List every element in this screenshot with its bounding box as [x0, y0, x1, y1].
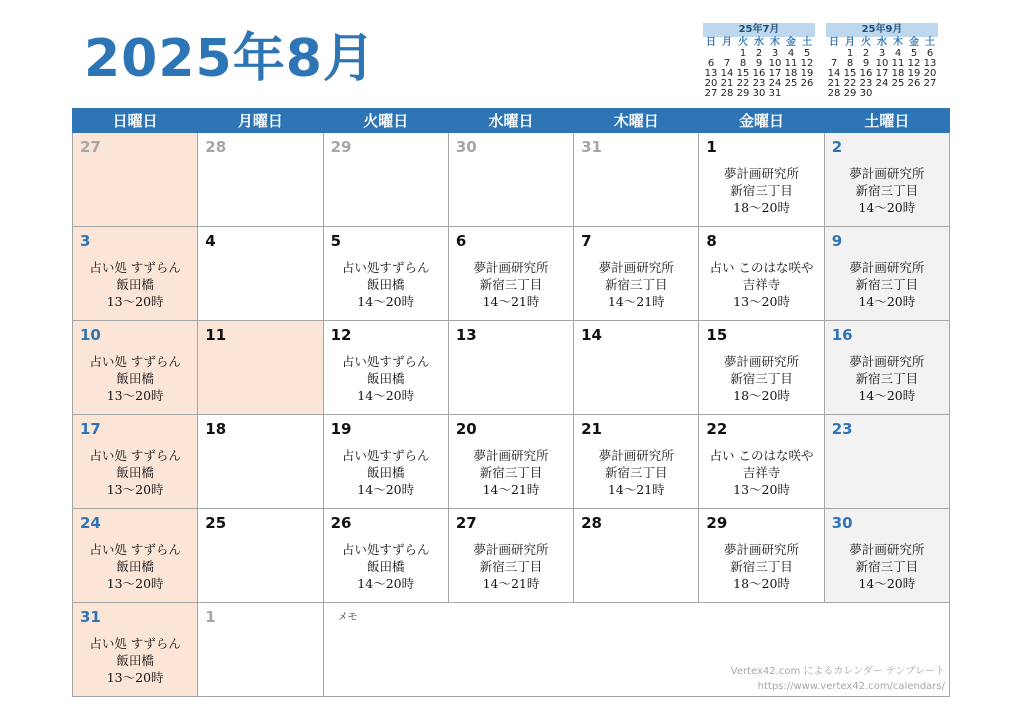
- day-cell[interactable]: [198, 227, 323, 321]
- month-calendar: [72, 108, 950, 697]
- mini-calendar-day: 23: [859, 78, 873, 89]
- day-event: 占い このはな咲や 吉祥寺 13～20時: [709, 260, 814, 309]
- mini-calendar-day: 3: [771, 48, 779, 59]
- mini-calendar-weekday: 水: [877, 37, 887, 48]
- day-number: 17: [80, 420, 101, 438]
- mini-calendar-day: 17: [875, 68, 889, 79]
- day-event: 夢計画研究所 新宿三丁目 14～21時: [598, 260, 674, 309]
- mini-calendar-week: [826, 89, 938, 99]
- weekday-header: 土曜日: [824, 109, 949, 133]
- weekday-header-row: [73, 109, 950, 133]
- mini-calendar-day: 16: [859, 68, 873, 79]
- mini-calendar-day: 30: [859, 88, 873, 99]
- mini-calendar-day: 13: [704, 68, 718, 79]
- mini-calendar-day: 8: [846, 58, 854, 69]
- day-cell[interactable]: [574, 509, 699, 603]
- day-number: 28: [581, 514, 602, 532]
- mini-calendar-day: 2: [862, 48, 870, 59]
- calendar-week-row: [73, 133, 950, 227]
- day-cell[interactable]: [73, 415, 198, 509]
- day-number: 7: [581, 232, 592, 250]
- mini-calendar-week: [826, 79, 938, 89]
- day-number: 3: [80, 232, 91, 250]
- day-number: 1: [706, 138, 717, 156]
- mini-calendar-day: 28: [720, 88, 734, 99]
- day-event: 夢計画研究所 新宿三丁目 14～20時: [849, 542, 925, 591]
- day-number: 10: [80, 326, 101, 344]
- day-cell[interactable]: [824, 321, 949, 415]
- day-event: 占い処すずらん 飯田橋 14～20時: [341, 354, 430, 403]
- day-cell[interactable]: [448, 415, 573, 509]
- mini-calendar-day: 1: [846, 48, 854, 59]
- mini-calendar-day: 20: [704, 78, 718, 89]
- day-number: 9: [831, 232, 843, 250]
- mini-calendar-day: 24: [875, 78, 889, 89]
- mini-calendar-day: 25: [891, 78, 905, 89]
- day-number: 27: [455, 514, 477, 532]
- day-number: 22: [706, 420, 728, 438]
- day-number: 16: [831, 326, 853, 344]
- day-cell[interactable]: [448, 509, 573, 603]
- mini-calendar-grid: [703, 37, 815, 99]
- day-event: 占い処すずらん 飯田橋 14～20時: [341, 542, 430, 591]
- mini-calendar-day: 14: [827, 68, 841, 79]
- day-number: 25: [205, 514, 227, 532]
- mini-calendar-day: 20: [923, 68, 937, 79]
- day-cell[interactable]: [323, 133, 448, 227]
- credit-url[interactable]: https://www.vertex42.com/calendars/: [757, 681, 945, 692]
- mini-calendar-day: 30: [752, 88, 766, 99]
- day-cell[interactable]: [448, 133, 573, 227]
- day-cell[interactable]: [448, 227, 573, 321]
- mini-calendar-day: 28: [827, 88, 841, 99]
- day-event: 占い処すずらん 飯田橋 14～20時: [341, 260, 430, 309]
- day-number: 20: [455, 420, 477, 438]
- mini-calendar-day: 3: [878, 48, 886, 59]
- mini-calendar-day: 10: [768, 58, 782, 69]
- day-event: 夢計画研究所 新宿三丁目 14～21時: [473, 448, 549, 497]
- calendar-week-row: [73, 227, 950, 321]
- mini-calendar-prev: [703, 23, 815, 99]
- mini-calendar-day: 7: [830, 58, 838, 69]
- day-cell[interactable]: [73, 227, 198, 321]
- day-event: 占い このはな咲や 吉祥寺 13～20時: [709, 448, 814, 497]
- mini-calendar-day: 6: [707, 58, 715, 69]
- day-number: 23: [831, 420, 853, 438]
- mini-calendar-weekday: 土: [925, 37, 935, 48]
- day-event: 夢計画研究所 新宿三丁目 18～20時: [724, 166, 800, 215]
- day-number: 31: [581, 138, 602, 156]
- day-number: 11: [205, 326, 227, 344]
- day-number: 15: [706, 326, 728, 344]
- mini-calendar-day: [890, 89, 906, 99]
- day-number: 26: [330, 514, 352, 532]
- day-event: 占い処すずらん 飯田橋 14～20時: [341, 448, 430, 497]
- template-credit: [731, 664, 945, 694]
- day-event: 占い処 すずらん 飯田橋 13～20時: [89, 260, 181, 309]
- mini-calendar-day: 18: [891, 68, 905, 79]
- calendar-week-row: [73, 415, 950, 509]
- day-number: 5: [330, 232, 341, 250]
- mini-calendar-day: 9: [862, 58, 870, 69]
- day-cell[interactable]: [824, 415, 949, 509]
- day-number: 4: [205, 232, 216, 250]
- mini-calendar-day: 13: [923, 58, 937, 69]
- day-number: 27: [80, 138, 101, 156]
- mini-calendar-day: 21: [827, 78, 841, 89]
- mini-calendar-day: 27: [923, 78, 937, 89]
- day-number: 29: [330, 138, 352, 156]
- mini-calendar-day: 24: [768, 78, 782, 89]
- mini-calendar-day: 22: [736, 78, 750, 89]
- calendar-week-row: [73, 603, 950, 697]
- mini-calendar-day: 8: [739, 58, 747, 69]
- day-event: 夢計画研究所 新宿三丁目 14～20時: [849, 260, 925, 309]
- day-cell[interactable]: [323, 415, 448, 509]
- day-cell[interactable]: [73, 509, 198, 603]
- mini-calendar-weekday: 木: [770, 37, 780, 48]
- mini-calendar-day: 4: [894, 48, 902, 59]
- weekday-header: 金曜日: [699, 109, 824, 133]
- day-cell[interactable]: [824, 133, 949, 227]
- day-cell[interactable]: [574, 133, 699, 227]
- mini-calendar-day: 10: [875, 58, 889, 69]
- day-cell[interactable]: [448, 321, 573, 415]
- day-number: 29: [706, 514, 728, 532]
- day-cell[interactable]: [824, 227, 949, 321]
- day-number: 12: [330, 326, 352, 344]
- day-event: 夢計画研究所 新宿三丁目 14～20時: [849, 166, 925, 215]
- mini-calendar-next: [826, 23, 938, 99]
- mini-calendar-weekday: 月: [722, 37, 732, 48]
- calendar-week-row: [73, 509, 950, 603]
- mini-calendar-day: 16: [752, 68, 766, 79]
- mini-calendar-title: 25年7月: [703, 23, 815, 37]
- day-cell[interactable]: [699, 415, 824, 509]
- day-cell[interactable]: [323, 227, 448, 321]
- mini-calendar-day: 12: [907, 58, 921, 69]
- mini-calendar-weekday: 日: [706, 37, 716, 48]
- day-cell[interactable]: [198, 133, 323, 227]
- mini-calendar-day: 26: [800, 78, 814, 89]
- day-number: 21: [581, 420, 602, 438]
- day-cell[interactable]: [699, 133, 824, 227]
- day-cell[interactable]: [198, 321, 323, 415]
- day-cell[interactable]: [824, 509, 949, 603]
- mini-calendar-day: 17: [768, 68, 782, 79]
- weekday-header: 火曜日: [323, 109, 448, 133]
- day-cell[interactable]: [198, 603, 323, 697]
- day-event: 占い処 すずらん 飯田橋 13～20時: [89, 354, 181, 403]
- day-cell[interactable]: [198, 509, 323, 603]
- mini-calendar-day: 29: [736, 88, 750, 99]
- mini-calendar-day: 25: [784, 78, 798, 89]
- day-cell[interactable]: [574, 415, 699, 509]
- mini-calendar-day: 19: [907, 68, 921, 79]
- memo-label: メモ: [337, 612, 358, 623]
- mini-calendar-day: 29: [843, 88, 857, 99]
- day-cell[interactable]: [574, 321, 699, 415]
- mini-calendar-day: [874, 89, 890, 99]
- day-cell[interactable]: [198, 415, 323, 509]
- weekday-header: 日曜日: [73, 109, 198, 133]
- day-number: 28: [205, 138, 227, 156]
- mini-calendar-day: 4: [787, 48, 795, 59]
- day-number: 8: [706, 232, 717, 250]
- calendar-week-row: [73, 321, 950, 415]
- day-event: 夢計画研究所 新宿三丁目 18～20時: [724, 354, 800, 403]
- mini-calendar-day: 27: [704, 88, 718, 99]
- mini-calendar-weekday: 金: [909, 37, 919, 48]
- mini-calendar-day: 11: [784, 58, 798, 69]
- mini-calendar-day: 11: [891, 58, 905, 69]
- mini-calendar-weekday: 日: [829, 37, 839, 48]
- mini-calendar-day: 5: [910, 48, 918, 59]
- mini-calendar-day: 2: [755, 48, 763, 59]
- mini-calendar-weekday: 木: [893, 37, 903, 48]
- day-event: 占い処 すずらん 飯田橋 13～20時: [89, 636, 181, 685]
- mini-calendar-day: 31: [768, 88, 782, 99]
- day-number: 30: [831, 514, 853, 532]
- memo-area[interactable]: [323, 603, 949, 697]
- day-cell[interactable]: [323, 321, 448, 415]
- mini-calendar-day: [906, 89, 922, 99]
- day-number: 31: [80, 608, 101, 626]
- mini-calendar-week: [703, 89, 815, 99]
- day-cell[interactable]: [323, 509, 448, 603]
- mini-calendar-title: 25年9月: [826, 23, 938, 37]
- mini-calendar-day: 12: [800, 58, 814, 69]
- mini-calendar-day: 1: [739, 48, 747, 59]
- mini-calendar-weekday: 月: [845, 37, 855, 48]
- day-number: 19: [330, 420, 352, 438]
- day-cell[interactable]: [699, 227, 824, 321]
- day-cell[interactable]: [73, 133, 198, 227]
- mini-calendar-day: [922, 89, 938, 99]
- day-cell[interactable]: [699, 321, 824, 415]
- day-event: 夢計画研究所 新宿三丁目 18～20時: [724, 542, 800, 591]
- weekday-header: 月曜日: [198, 109, 323, 133]
- mini-calendar-day: 6: [926, 48, 934, 59]
- day-number: 30: [455, 138, 477, 156]
- credit-text: Vertex42.com によるカレンダー テンプレート: [730, 666, 945, 677]
- mini-calendar-weekday: 水: [754, 37, 764, 48]
- day-event: 夢計画研究所 新宿三丁目 14～21時: [598, 448, 674, 497]
- day-number: 13: [455, 326, 477, 344]
- page-title: 2025年8月: [84, 29, 376, 89]
- day-number: 1: [205, 608, 216, 626]
- mini-calendar-weekday: 火: [738, 37, 748, 48]
- day-cell[interactable]: [73, 321, 198, 415]
- day-cell[interactable]: [699, 509, 824, 603]
- mini-calendar-grid: [826, 37, 938, 99]
- mini-calendar-day: 9: [755, 58, 763, 69]
- mini-calendar-weekday: 土: [802, 37, 812, 48]
- mini-calendar-day: 15: [843, 68, 857, 79]
- mini-calendar-day: 18: [784, 68, 798, 79]
- mini-calendar-weekday: 火: [861, 37, 871, 48]
- day-number: 6: [455, 232, 467, 250]
- day-event: 夢計画研究所 新宿三丁目 14～21時: [473, 260, 549, 309]
- day-cell[interactable]: [73, 603, 198, 697]
- weekday-header: 木曜日: [574, 109, 699, 133]
- day-number: 2: [831, 138, 843, 156]
- mini-calendar-day: [783, 89, 799, 99]
- day-number: 24: [80, 514, 101, 532]
- mini-calendar-day: [799, 89, 815, 99]
- mini-calendar-day: 23: [752, 78, 766, 89]
- mini-calendar-day: 15: [736, 68, 750, 79]
- day-number: 18: [205, 420, 227, 438]
- mini-calendar-day: 26: [907, 78, 921, 89]
- day-number: 14: [581, 326, 602, 344]
- mini-calendar-day: 21: [720, 78, 734, 89]
- day-event: 夢計画研究所 新宿三丁目 14～21時: [473, 542, 549, 591]
- day-event: 夢計画研究所 新宿三丁目 14～20時: [849, 354, 925, 403]
- mini-calendar-day: 14: [720, 68, 734, 79]
- day-event: 占い処 すずらん 飯田橋 13～20時: [89, 448, 181, 497]
- day-event: 占い処 すずらん 飯田橋 13～20時: [89, 542, 181, 591]
- mini-calendar-day: 19: [800, 68, 814, 79]
- mini-calendar-day: 22: [843, 78, 857, 89]
- mini-calendar-day: 7: [723, 58, 731, 69]
- day-cell[interactable]: [574, 227, 699, 321]
- mini-calendar-weekday: 金: [786, 37, 796, 48]
- mini-calendar-day: 5: [803, 48, 811, 59]
- weekday-header: 水曜日: [448, 109, 573, 133]
